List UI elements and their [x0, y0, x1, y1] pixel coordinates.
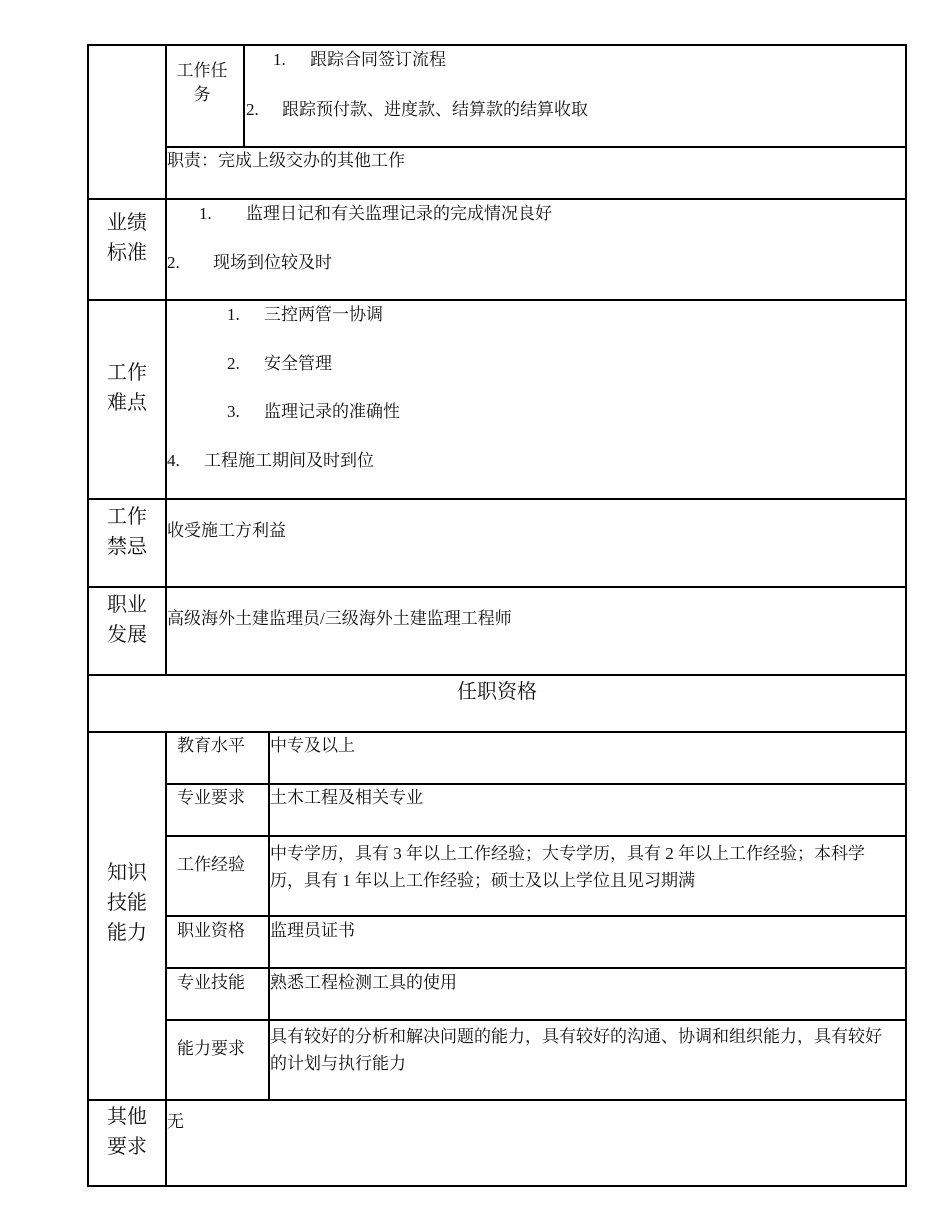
- qualification-title: 任职资格: [457, 681, 537, 703]
- knowledge-key: 职业资格: [177, 921, 245, 940]
- other-requirement-label: 其他要求: [107, 1106, 147, 1158]
- divider: [87, 1099, 907, 1101]
- difficulty-number: 4.: [167, 451, 180, 470]
- performance-text: 现场到位较及时: [213, 253, 332, 272]
- divider: [87, 674, 907, 676]
- knowledge-value: 具有较好的分析和解决问题的能力，具有较好的沟通、协调和组织能力，具有较好的计划与执行能力: [270, 1027, 882, 1073]
- other-requirement-text: 无: [167, 1112, 184, 1131]
- knowledge-value: 熟悉工程检测工具的使用: [270, 973, 457, 992]
- knowledge-value: 监理员证书: [270, 921, 355, 940]
- difficulty-text: 三控两管一协调: [264, 305, 383, 324]
- difficulty-text: 工程施工期间及时到位: [204, 451, 374, 470]
- knowledge-label: 知识技能能力: [107, 862, 147, 944]
- taboo-label: 工作禁忌: [107, 506, 147, 558]
- knowledge-key: 教育水平: [177, 736, 245, 755]
- divider: [87, 731, 907, 733]
- task-text: 跟踪合同签订流程: [310, 50, 446, 69]
- task-label: 工作任务: [176, 61, 228, 104]
- divider: [87, 299, 907, 301]
- knowledge-value: 中专及以上: [270, 736, 355, 755]
- difficulty-number: 2.: [227, 354, 240, 373]
- task-text: 跟踪预付款、进度款、结算款的结算收取: [282, 100, 588, 119]
- task-number: 2.: [246, 100, 259, 119]
- divider: [166, 146, 907, 148]
- divider: [166, 783, 907, 785]
- divider: [87, 198, 907, 200]
- divider: [87, 498, 907, 500]
- divider: [87, 586, 907, 588]
- divider: [166, 835, 907, 837]
- difficulty-text: 监理记录的准确性: [264, 402, 400, 421]
- performance-number: 2.: [167, 253, 180, 272]
- difficulty-text: 安全管理: [264, 354, 332, 373]
- performance-text: 监理日记和有关监理记录的完成情况良好: [246, 204, 552, 223]
- knowledge-value: 土木工程及相关专业: [270, 788, 423, 807]
- divider: [243, 44, 245, 146]
- divider: [166, 967, 907, 969]
- performance-number: 1.: [199, 204, 212, 223]
- knowledge-key: 专业要求: [177, 788, 245, 807]
- difficulty-number: 3.: [227, 402, 240, 421]
- taboo-text: 收受施工方利益: [167, 521, 286, 540]
- task-number: 1.: [273, 50, 286, 69]
- performance-label: 业绩标准: [107, 212, 147, 264]
- difficulty-number: 1.: [227, 305, 240, 324]
- career-label: 职业发展: [107, 594, 147, 646]
- divider: [166, 1019, 907, 1021]
- knowledge-value: 中专学历，具有 3 年以上工作经验；大专学历，具有 2 年以上工作经验；本科学历，具有 1 年以上工作经验；硕士及以上学位且见习期满: [270, 844, 865, 890]
- other-duty: 职责：完成上级交办的其他工作: [167, 151, 405, 170]
- knowledge-key: 专业技能: [177, 973, 245, 992]
- divider: [166, 915, 907, 917]
- knowledge-key: 工作经验: [177, 855, 245, 874]
- career-text: 高级海外土建监理员/三级海外土建监理工程师: [167, 609, 512, 628]
- difficulty-label: 工作难点: [107, 362, 147, 414]
- knowledge-key: 能力要求: [177, 1039, 245, 1058]
